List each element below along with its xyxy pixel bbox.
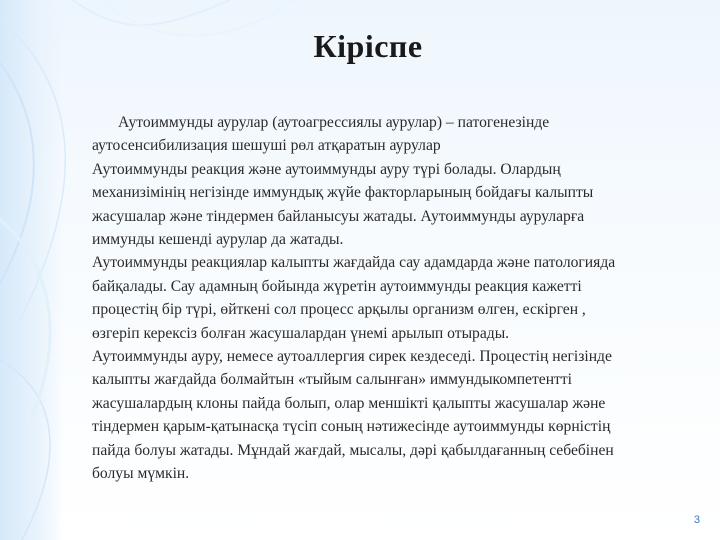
body-line: тіндермен қарым-қатынасқа түсіп соның нәтижесінде аутоиммунды көрністің [92, 418, 611, 436]
body-line: болуы мүмкін. [92, 465, 190, 483]
page-number: 3 [693, 514, 700, 526]
body-line: Аутоиммунды реакциялар калыпты жағдайда сау адамдарда және патологияда [92, 254, 616, 272]
body-line: аутосенсибилизация шешуші рөл атқаратын аурулар [92, 137, 441, 155]
body-line: Аутоиммунды аурулар (аутоагрессиялы аурулар) – патогенезінде [118, 114, 550, 131]
body-line: процестің бір түрі, өйткені сол процесс арқылы организм өлген, ескірген , [92, 301, 586, 319]
slide-title: Кіріспе [313, 28, 423, 64]
body-line: механизімінің негізінде иммундық жүйе факторларының бойдағы калыпты [92, 184, 594, 202]
body-line: Аутоиммунды реакция және аутоиммунды ауру түрі болады. Олардың [92, 160, 561, 178]
body-line: жасушалардың клоны пайда болып, олар меншікті қалыпты жасушалар және [92, 394, 606, 412]
body-line: калыпты жағдайда болмайтын «тыйым салынған» иммундыкомпетентті [92, 371, 573, 389]
body-paragraph [92, 111, 704, 486]
body-line: Аутоиммунды ауру, немесе аутоаллергия сирек кездеседі. Процестің негізінде [92, 348, 612, 366]
body-line: байқалады. Сау адамның бойында жүретін аутоиммунды реакция кажетті [92, 277, 582, 295]
body-line: пайда болуы жатады. Мұндай жағдай, мысалы, дәрі қабылдағанның себебінен [92, 441, 614, 459]
body-line: иммунды кешенді аурулар да жатады. [92, 231, 344, 249]
body-line: жасушалар және тіндермен байланысуы жатады. Аутоиммунды ауруларға [92, 207, 585, 225]
body-line: өзгеріп керексіз болған жасушалардан үнемі арылып отырады. [92, 324, 510, 342]
